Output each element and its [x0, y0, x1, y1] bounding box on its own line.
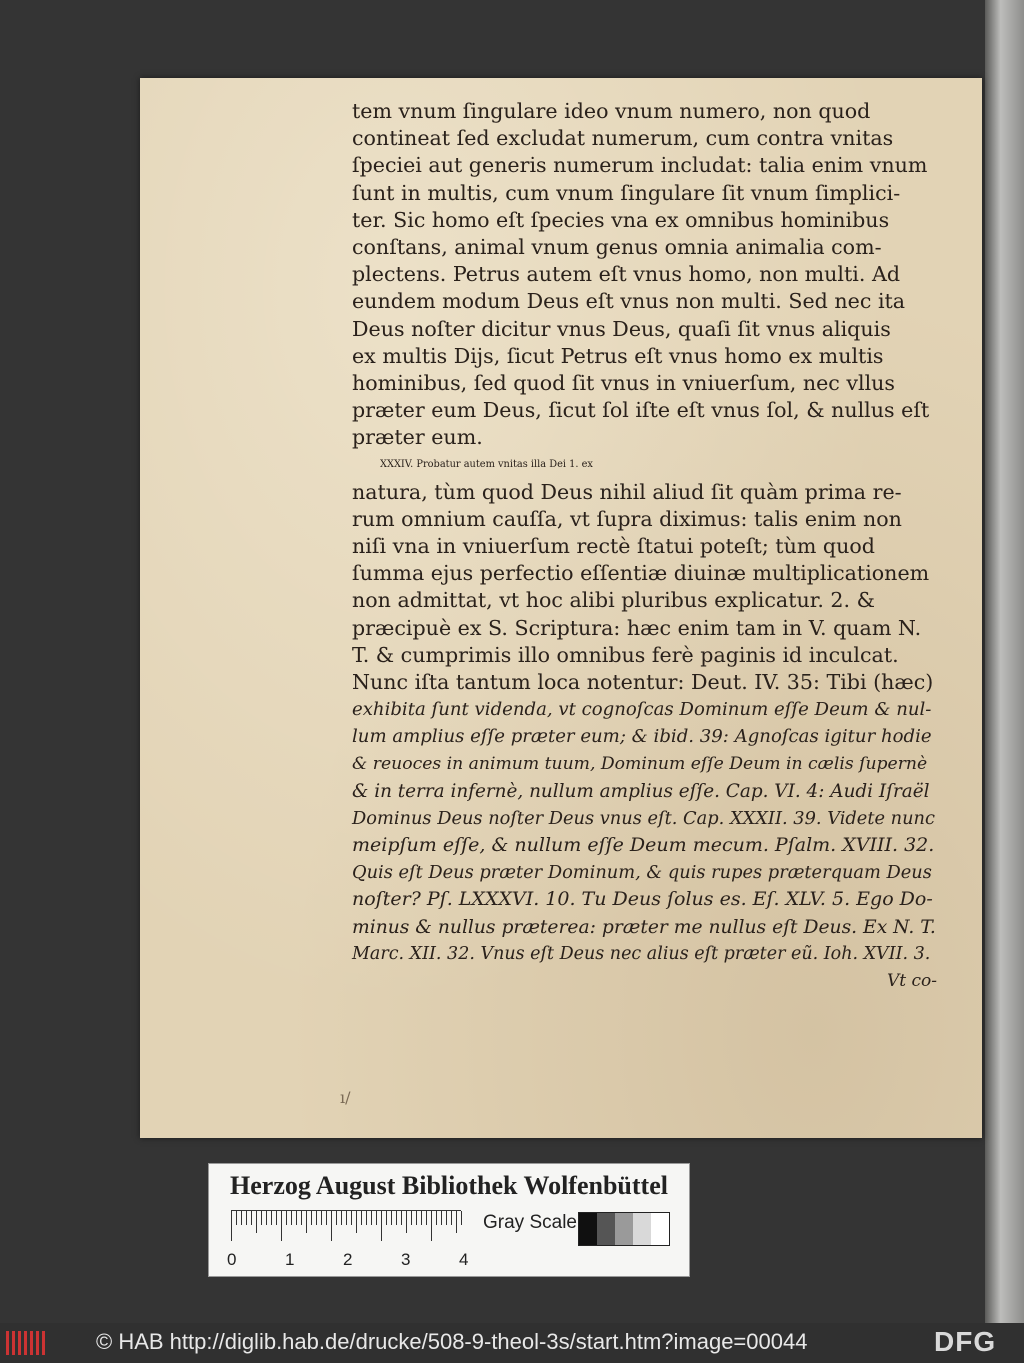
ruler-numbers: [209, 1250, 509, 1272]
ruler-number: 2: [343, 1250, 353, 1269]
ruler-tick: [311, 1211, 312, 1225]
ruler-tick: [291, 1211, 292, 1225]
text-line: meipſum eſſe, & nullum eſſe Deum mecum. Pſalm. XVIII. 32.: [352, 834, 935, 857]
ruler-tick: [281, 1211, 282, 1241]
text-line: ſpeciei aut generis numerum includat: talia enim vnum: [352, 153, 928, 178]
library-color-card: [208, 1163, 690, 1277]
book-edge-strip: [985, 0, 1024, 1323]
ruler-tick: [381, 1211, 382, 1241]
ruler-tick: [456, 1211, 457, 1233]
ruler-tick: [251, 1211, 252, 1225]
ruler-number: 1: [285, 1250, 295, 1269]
page-smudge-mark: ı/: [340, 1088, 351, 1107]
ruler-tick: [336, 1211, 337, 1225]
text-line: exhibita ſunt videnda, vt cognoſcas Dominum eſſe Deum & nul-: [352, 699, 932, 721]
text-line: natura, tùm quod Deus nihil aliud ſit quàm prima re-: [352, 479, 902, 504]
ruler-number: 4: [459, 1250, 469, 1269]
text-line: ſunt in multis, cum vnum ſingulare ſit vnum ſimplici-: [352, 180, 901, 205]
ruler-tick: [276, 1211, 277, 1225]
text-line: lum amplius eſſe præter eum; & ibid. 39: Agnoſcas igitur hodie: [352, 726, 932, 748]
ruler-tick: [271, 1211, 272, 1225]
ruler-tick: [451, 1211, 452, 1225]
dfg-logo: DFG: [934, 1326, 997, 1357]
ruler-tick: [426, 1211, 427, 1225]
ruler-tick: [346, 1211, 347, 1225]
ruler-tick: [391, 1211, 392, 1225]
text-line: minus & nullus præterea: præter me nullus eſt Deus. Ex N. T.: [352, 916, 936, 938]
ruler-tick: [401, 1211, 402, 1225]
text-line: Dominus Deus noſter Deus vnus eſt. Cap. XXXII. 39. Videte nunc: [352, 807, 935, 829]
text-line: T. & cumprimis illo omnibus ferè paginis id inculcat.: [352, 642, 899, 667]
ruler-tick: [441, 1211, 442, 1225]
text-line: Deus noſter dicitur vnus Deus, quaſi ſit vnus aliquis: [352, 316, 891, 341]
text-line: plectens. Petrus autem eſt vnus homo, non multi. Ad: [352, 262, 901, 287]
ruler-tick: [341, 1211, 342, 1225]
text-line: XXXIV. Probatur autem vnitas illa Dei 1. ex: [380, 459, 593, 471]
gray-swatch: [579, 1213, 597, 1245]
ruler-tick: [256, 1211, 257, 1233]
ruler-tick: [406, 1211, 407, 1233]
gray-swatch: [651, 1213, 669, 1245]
ruler-tick: [416, 1211, 417, 1225]
ruler-tick: [421, 1211, 422, 1225]
ruler-tick: [386, 1211, 387, 1225]
scanned-page: [140, 78, 982, 1138]
ruler-tick: [371, 1211, 372, 1225]
ruler-tick: [241, 1211, 242, 1225]
ruler-tick: [396, 1211, 397, 1225]
text-line: noſter? Pſ. LXXXVI. 10. Tu Deus ſolus es. Eſ. XLV. 5. Ego Do-: [352, 888, 933, 911]
text-line: præter eum Deus, ſicut ſol iſte eſt vnus ſol, & nullus eſt: [352, 398, 930, 423]
page-text-block: [352, 98, 937, 995]
ruler-tick: [266, 1211, 267, 1225]
text-line: præcipuè ex S. Scriptura: hæc enim tam in V. quam N.: [352, 615, 922, 640]
ruler-number: 0: [227, 1250, 237, 1269]
text-line: Nunc iſta tantum loca notentur: Deut. IV. 35: Tibi (hæc): [352, 669, 934, 694]
text-line: ex multis Dijs, ſicut Petrus eſt vnus homo ex multis: [352, 343, 884, 368]
text-line: Marc. XII. 32. Vnus eſt Deus nec alius eſt præter eũ. Ioh. XVII. 3.: [352, 943, 931, 964]
grayscale-swatches: [578, 1212, 670, 1246]
ruler-tick: [306, 1211, 307, 1233]
text-line: tem vnum ſingulare ideo vnum numero, non quod: [352, 99, 871, 123]
footer-bar: [0, 1323, 1024, 1363]
barcode-icon: [6, 1331, 46, 1355]
copyright-link[interactable]: © HAB http://diglib.hab.de/drucke/508-9-theol-3s/start.htm?image=00044: [96, 1329, 808, 1354]
text-line: & reuoces in animum tuum, Dominum eſſe Deum in cælis ſupernè: [352, 753, 928, 774]
ruler-tick: [351, 1211, 352, 1225]
ruler-tick: [436, 1211, 437, 1225]
grayscale-label: Gray Scale: [483, 1212, 577, 1233]
ruler-tick: [446, 1211, 447, 1225]
ruler-number: 3: [401, 1250, 411, 1269]
ruler-tick: [231, 1211, 232, 1241]
text-line: Quis eſt Deus præter Dominum, & quis rupes præterquam Deus: [352, 862, 932, 884]
text-line: contineat ſed excludat numerum, cum contra vnitas: [352, 126, 894, 151]
text-line: præter eum.: [352, 425, 483, 450]
text-line: ter. Sic homo eſt ſpecies vna ex omnibus hominibus: [352, 207, 890, 232]
text-line: non admittat, vt hoc alibi pluribus explicatur. 2. &: [352, 588, 875, 613]
gray-swatch: [597, 1213, 615, 1245]
scale-ruler: [231, 1210, 461, 1245]
text-line: hominibus, ſed quod ſit vnus in vniuerſum, nec vllus: [352, 370, 895, 395]
text-line: rum omnium cauſſa, vt ſupra diximus: talis enim non: [352, 506, 902, 531]
ruler-tick: [326, 1211, 327, 1225]
ruler-tick: [261, 1211, 262, 1225]
ruler-tick: [431, 1211, 432, 1241]
text-line: conſtans, animal vnum genus omnia animalia com-: [352, 234, 882, 259]
ruler-tick: [331, 1211, 332, 1241]
text-line: ſumma ejus perfectio eſſentiæ diuinæ multiplicationem: [352, 561, 930, 586]
ruler-tick: [411, 1211, 412, 1225]
ruler-tick: [316, 1211, 317, 1225]
text-line: niſi vna in vniuerſum rectè ſtatui poteſt; tùm quod: [352, 534, 875, 558]
text-line: & in terra infernè, nullum amplius eſſe. Cap. VI. 4: Audi Iſraël: [352, 780, 930, 802]
ruler-tick: [356, 1211, 357, 1233]
ruler-tick: [286, 1211, 287, 1225]
text-line: eundem modum Deus eſt vnus non multi. Sed nec ita: [352, 289, 906, 314]
ruler-tick: [361, 1211, 362, 1225]
library-name: Herzog August Bibliothek Wolfenbüttel: [230, 1171, 668, 1200]
ruler-tick: [366, 1211, 367, 1225]
ruler-tick: [301, 1211, 302, 1225]
ruler-tick: [321, 1211, 322, 1225]
gray-swatch: [633, 1213, 651, 1245]
ruler-tick: [236, 1211, 237, 1225]
ruler-tick: [376, 1211, 377, 1225]
catchword: Vt co-: [886, 971, 937, 991]
ruler-tick: [246, 1211, 247, 1225]
ruler-tick: [461, 1211, 462, 1225]
gray-swatch: [615, 1213, 633, 1245]
ruler-tick: [296, 1211, 297, 1225]
